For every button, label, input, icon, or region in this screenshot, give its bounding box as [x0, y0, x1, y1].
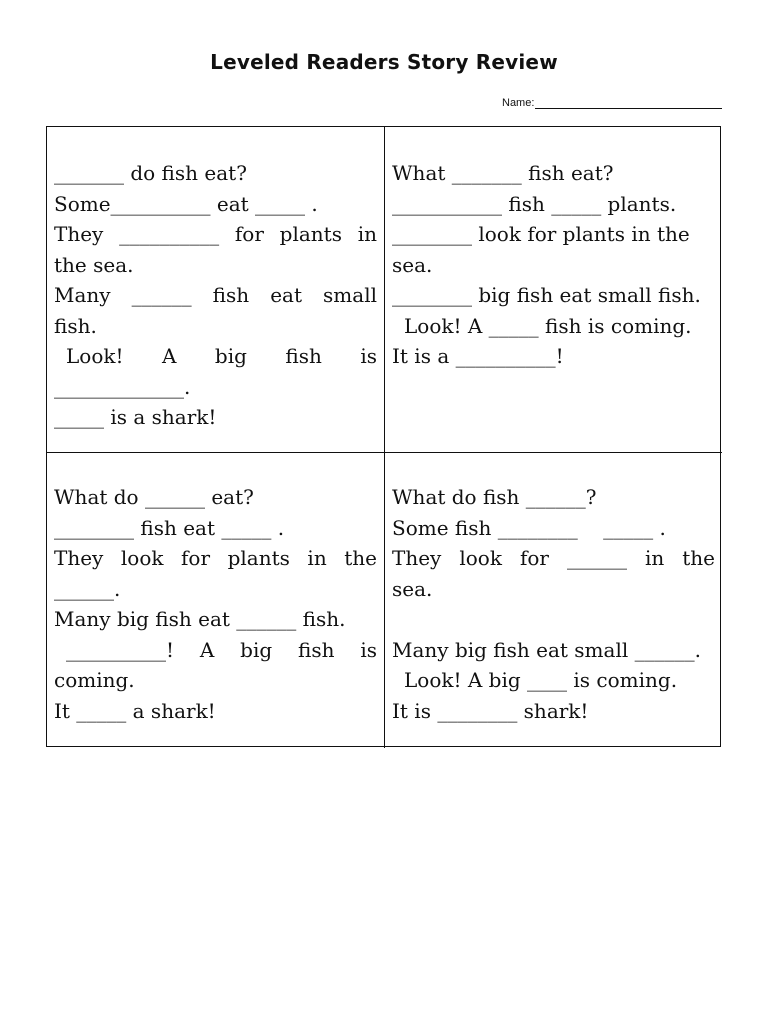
story-line: ______.	[54, 576, 121, 601]
story-line: ___________ fish _____ plants.	[392, 191, 677, 216]
story-line: They __________ for plants in	[54, 222, 377, 246]
story-line: Many ______ fish eat small	[54, 283, 377, 307]
story-line: Some__________ eat _____ .	[54, 191, 318, 216]
story-line: sea.	[392, 576, 433, 601]
story-line: What do fish ______?	[392, 485, 597, 509]
name-blank-line	[535, 97, 722, 109]
story-line: _____________.	[54, 374, 191, 399]
story-box-bottom-left	[47, 453, 385, 748]
story-line: It is ________ shark!	[392, 698, 589, 723]
story-line: _______ do fish eat?	[54, 161, 247, 185]
story-box-bottom-right	[385, 453, 722, 748]
name-label: Name:	[502, 97, 535, 109]
story-line: Many big fish eat ______ fish.	[54, 607, 346, 631]
story-box-top-right	[385, 127, 722, 453]
story-line-blank	[392, 604, 715, 635]
story-line: What _______ fish eat?	[392, 161, 614, 185]
story-line: Look! A big fish is	[66, 344, 377, 368]
story-line: It _____ a shark!	[54, 698, 216, 723]
story-line: coming.	[54, 668, 135, 692]
story-box-top-left	[47, 127, 385, 453]
story-line: the sea.	[54, 252, 134, 277]
story-line: ________ fish eat _____ .	[54, 515, 285, 540]
story-line: They look for plants in the	[54, 546, 377, 570]
story-line: Some fish ________ _____ .	[392, 515, 666, 540]
story-line: Look! A big ____ is coming.	[404, 668, 678, 692]
story-line: __________! A big fish is	[66, 637, 377, 662]
story-line: Look! A _____ fish is coming.	[404, 313, 692, 338]
story-line: It is a __________!	[392, 344, 564, 368]
story-line: What do ______ eat?	[54, 485, 254, 509]
story-review-grid	[46, 126, 721, 747]
story-line: _____ is a shark!	[54, 405, 217, 429]
story-line: Many big fish eat small ______.	[392, 637, 701, 662]
name-field[interactable]	[502, 97, 722, 109]
story-line: ________ look for plants in the	[392, 222, 690, 246]
story-line: They look for ______ in the	[392, 546, 715, 570]
story-line: sea.	[392, 252, 433, 277]
story-line: fish.	[54, 313, 97, 338]
story-line: ________ big fish eat small fish.	[392, 283, 701, 307]
page-title: Leveled Readers Story Review	[210, 50, 558, 74]
